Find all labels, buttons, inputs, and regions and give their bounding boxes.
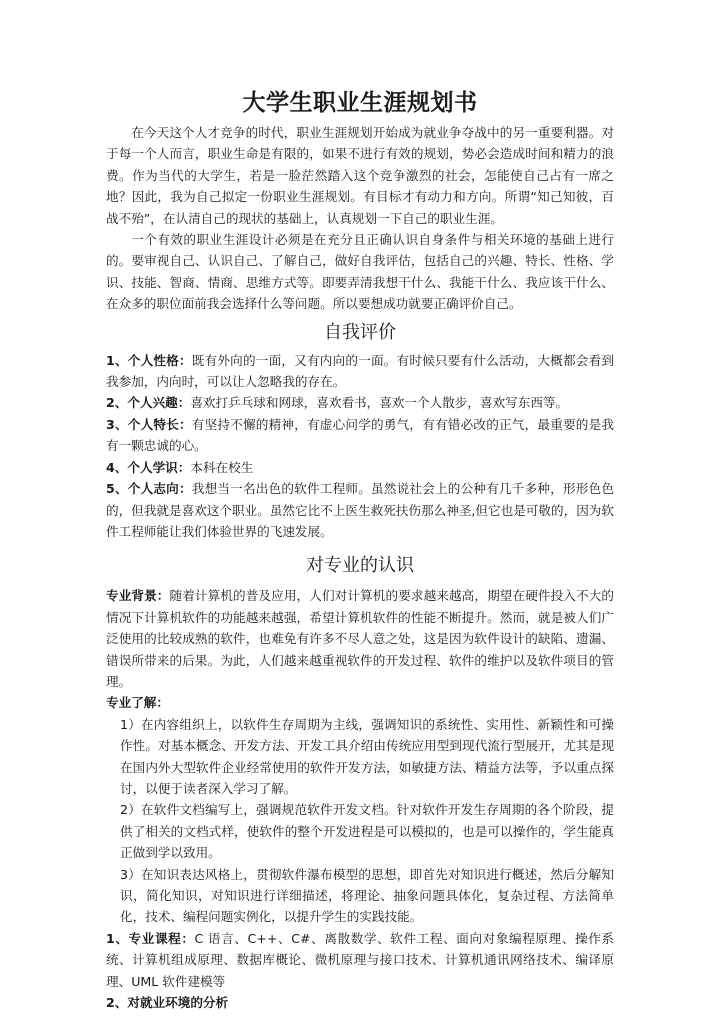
self-eval-item-aspiration [106,478,614,542]
background-label: 专业背景： [106,588,170,604]
item-label: 4、个人学识： [106,459,191,475]
major-understanding-label: 专业了解： [106,695,169,711]
understanding-item-3: 3）在知识表达风格上，贯彻软件瀑布模型的思想，即首先对知识进行概述，然后分解知识，简化知识，对知识进行详细描述，将理论、抽象问题具体化，复杂过程、方法简单化，技术、编程问题实例化，以提升学生的实践技能。 [120,866,614,925]
item-label: 3、个人特长： [106,416,192,432]
background-text: 随着计算机的普及应用，人们对计算机的要求越来越高，期望在硬件投入不大的情况下计算机软件的功能越来越强，希望计算机软件的性能不断提升。然而，就是被人们广泛使用的比较成熟的软件，也难免有许多不尽人意之处，这是因为软件设计的缺陷、遗漏、错误所带来的后果。为此，人们越来越重视软件的开发过程、软件的维护以及软件项目的管理。 [106,588,615,689]
courses-label: 1、专业课程： [106,930,195,946]
self-eval-item-strengths [106,414,614,457]
self-eval-item-interests [106,392,614,413]
item-text: 我想当一名出色的软件工程师。虽然说社会上的公种有几千多种，形形色色的，但我就是喜欢这个职业。虽然它比不上医生救死扶伤那么神圣,但它也是可敬的，因为软件工程师能让我们体验世界的飞速发展。 [106,481,615,539]
item-text: 喜欢打乒乓球和网球，喜欢看书，喜欢一个人散步，喜欢写东西等。 [190,395,569,411]
understanding-item-2: 2）在软件文档编写上，强调规范软件开发文档。针对软件开发生存周期的各个阶段，提供了相关的文档式样，使软件的整个开发进程是可以模拟的，也是可以操作的，学生能真正做到学以致用。 [120,802,614,861]
item-label: 1、个人性格： [106,352,192,368]
item-text: 有坚持不懈的精神，有虚心问学的勇气，有有错必改的正气，最重要的是我有一颗忠诚的心。 [106,416,615,454]
intro-paragraph-2: 一个有效的职业生涯设计必须是在充分且正确认识自身条件与相关环境的基础上进行的。要审视自己、认识自己、了解自己，做好自我评估，包括自己的兴趣、特长、性格、学识、技能、智商、情商、思维方式等。即要弄清我想干什么、我能干什么、我应该干什么、在众多的职位面前我会选择什么等问题。所以要想成功就要正确评价自己。 [106,232,614,312]
major-courses-paragraph [106,928,614,992]
document-title: 大学生职业生涯规划书 [242,90,478,116]
intro-paragraph-1: 在今天这个人才竞争的时代，职业生涯规划开始成为就业争夺战中的另一重要利器。对于每一个人而言，职业生命是有限的，如果不进行有效的规划，势必会造成时间和精力的浪费。作为当代的大学生，若是一脸茫然踏入这个竞争激烈的社会，怎能使自己占有一席之地？因此，我为自己拟定一份职业生涯规划。有目标才有动力和方向。所谓“知己知彼，百战不殆”，在认清自己的现状的基础上，认真规划一下自己的职业生涯。 [106,125,614,226]
item-label: 2、个人兴趣： [106,395,191,411]
major-background-paragraph [106,585,614,692]
item-text: 既有外向的一面，又有内向的一面。有时候只要有什么活动，大概都会看到我参加，内向时，可以让人忽略我的存在。 [106,352,615,390]
section-heading-major-understanding: 对专业的认识 [306,555,414,577]
employment-analysis-heading: 2、对就业环境的分析 [106,995,229,1011]
understanding-item-1: 1）在内容组织上，以软件生存周期为主线，强调知识的系统性、实用性、新颖性和可操作性。对基本概念、开发方法、开发工具介绍由传统应用型到现代流行型展开，尤其是现在国内外大型软件企业经常使用的软件开发方法，如敏捷方法、精益方法等，予以重点探讨，以便于读者深入学习了解。 [120,716,614,796]
item-label: 5、个人志向： [106,481,192,497]
self-eval-item-education [106,457,614,478]
self-eval-item-personality [106,350,614,393]
courses-text: C 语言、C++、C#、离散数学、软件工程、面向对象编程原理、操作系统、计算机组成原理、数据库概论、微机原理与接口技术、计算机通讯网络技术、编译原理、UML 软件建模等 [106,930,614,989]
item-text: 本科在校生 [190,459,254,475]
section-heading-self-evaluation: 自我评价 [324,321,396,343]
